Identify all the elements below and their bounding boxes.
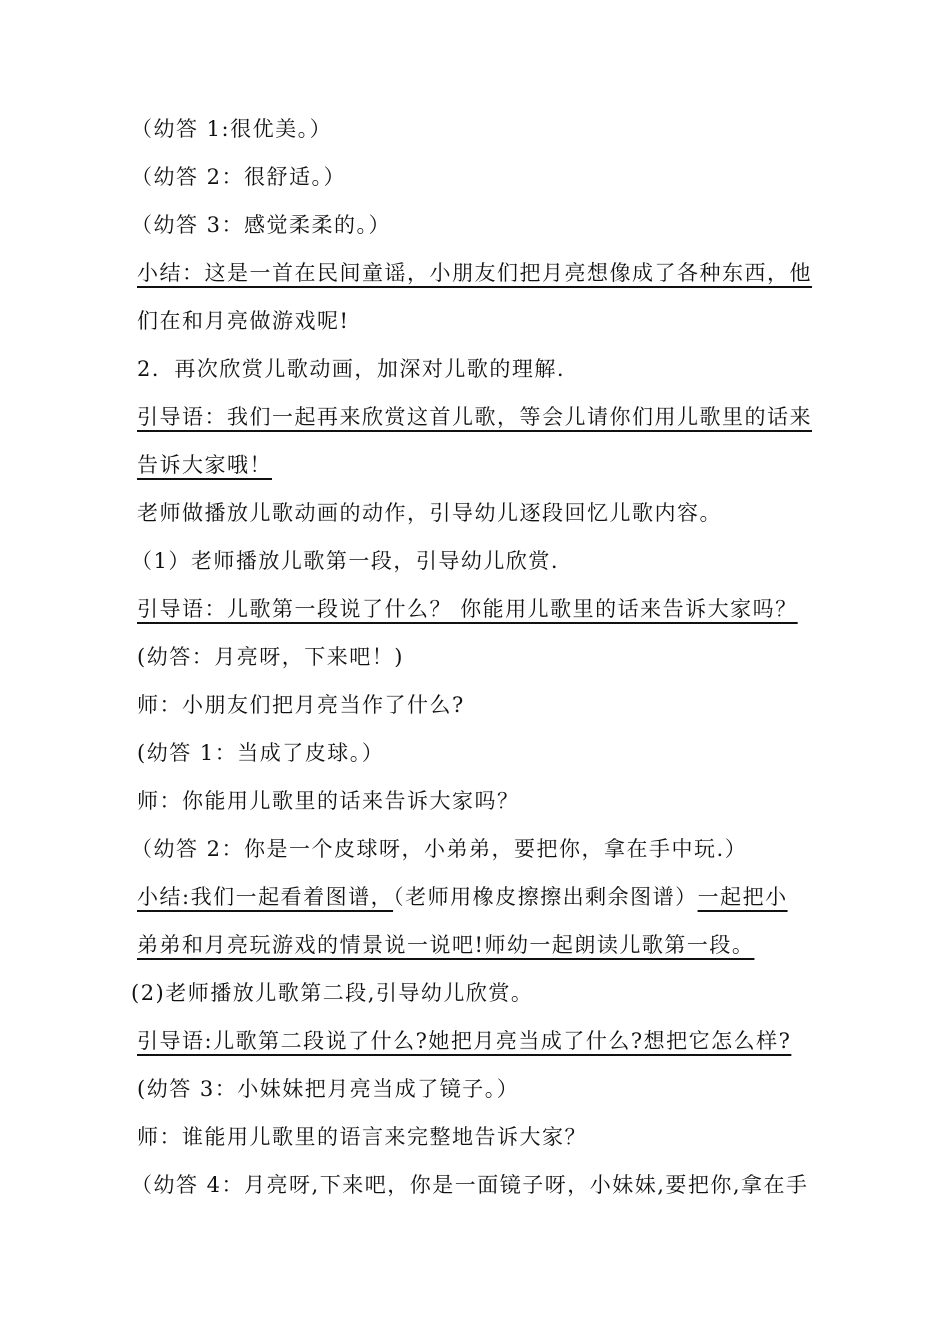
text-line: （1）老师播放儿歌第一段，引导幼儿欣赏. [131,549,560,573]
text-line: （幼答 2：你是一个皮球呀，小弟弟，要把你，拿在手中玩.） [131,837,748,861]
text-line: 师：你能用儿歌里的话来告诉大家吗？ [137,789,520,813]
text-line: (幼答 1：当成了皮球。） [137,741,385,765]
text-line: 们在和月亮做游戏呢! [137,309,350,333]
text-line: 老师做播放儿歌动画的动作，引导幼儿逐段回忆儿歌内容。 [137,501,722,525]
text-line: (幼答 3：小妹妹把月亮当成了镜子。） [137,1077,520,1101]
text-line: 师：谁能用儿歌里的语言来完整地告诉大家？ [137,1125,587,1149]
text-line: 引导语：儿歌第一段说了什么？ 你能用儿歌里的话来告诉大家吗？ [137,597,798,621]
text-line: 引导语:儿歌第二段说了什么?她把月亮当成了什么?想把它怎么样? [137,1029,792,1053]
summary-lead: 小结:我们一起看着图谱， [137,885,394,909]
teacher-note: （老师用橡皮擦擦出剩余图谱） [393,885,698,909]
text-line: 师：小朋友们把月亮当作了什么? [137,693,465,717]
text-line: （幼答 4：月亮呀,下来吧，你是一面镜子呀，小妹妹,要把你,拿在手 [131,1173,809,1197]
text-line: 引导语：我们一起再来欣赏这首儿歌，等会儿请你们用儿歌里的话来 [137,405,812,429]
text-line: （幼答 2：很舒适。） [131,165,347,189]
text-line: （幼答 3：感觉柔柔的。） [131,213,392,237]
text-line: 2．再次欣赏儿歌动画，加深对儿歌的理解. [137,357,566,381]
text-line: 告诉大家哦！ [137,453,272,477]
summary-tail: 一起把小 [697,885,788,909]
text-line: 小结：这是一首在民间童谣，小朋友们把月亮想像成了各种东西，他 [137,261,812,285]
text-line: 弟弟和月亮玩游戏的情景说一说吧!师幼一起朗读儿歌第一段。 [137,933,755,957]
text-line: (2)老师播放儿歌第二段,引导幼儿欣赏。 [131,981,534,1005]
text-line: （幼答 1:很优美。） [131,117,333,141]
text-line: (幼答：月亮呀，下来吧！) [137,645,404,669]
text-line [137,882,788,912]
